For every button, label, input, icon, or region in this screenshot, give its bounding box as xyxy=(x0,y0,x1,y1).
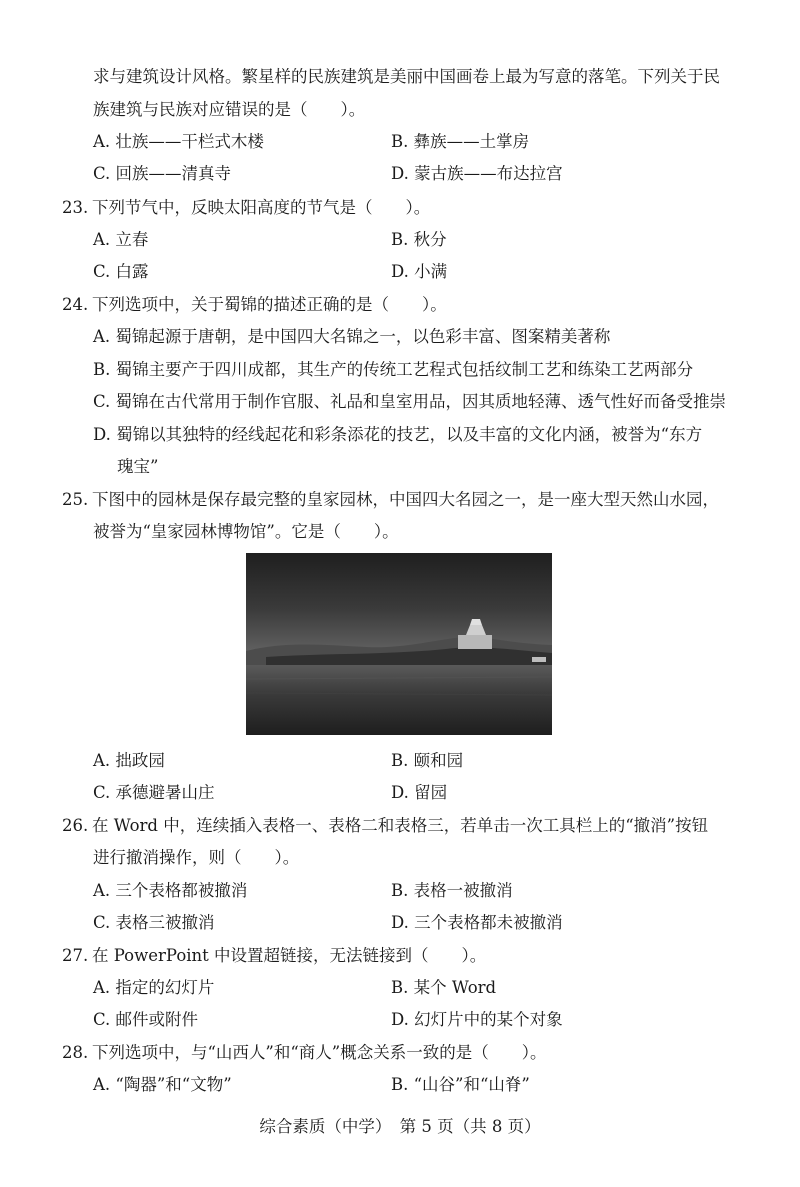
q23-option-a: A. 立春 xyxy=(93,230,149,249)
q27-option-a: A. 指定的幻灯片 xyxy=(93,978,215,997)
q26-stem-text: 在 Word 中，连续插入表格一、表格二和表格三，若单击一次工具栏上的“撤消”按钮 xyxy=(92,816,709,835)
q24-option-d-line1: D. 蜀锦以其独特的经线起花和彩条添花的技艺，以及丰富的文化内涵，被誉为“东方 xyxy=(93,425,703,444)
q27-stem-text: 在 PowerPoint 中设置超链接，无法链接到（ ）。 xyxy=(92,946,487,965)
q22-option-a: A. 壮族——干栏式木楼 xyxy=(93,132,264,151)
q26-stem-line1 xyxy=(62,815,708,837)
q23-option-c: C. 白露 xyxy=(93,262,149,281)
q24-option-d-line2: 瑰宝” xyxy=(117,457,159,476)
q28-option-a: A. “陶器”和“文物” xyxy=(93,1075,232,1094)
q25-option-c: C. 承德避暑山庄 xyxy=(93,783,215,802)
q27-option-d: D. 幻灯片中的某个对象 xyxy=(391,1010,563,1029)
q26-option-d: D. 三个表格都未被撤消 xyxy=(391,913,563,932)
q22-stem-line1: 求与建筑设计风格。繁星样的民族建筑是美丽中国画卷上最为写意的落笔。下列关于民 xyxy=(93,67,720,86)
q22-option-b: B. 彝族——土掌房 xyxy=(391,132,530,151)
q24-option-b: B. 蜀锦主要产于四川成都，其生产的传统工艺程式包括纹制工艺和练染工艺两部分 xyxy=(93,360,694,379)
q26-number: 26. xyxy=(62,816,89,835)
q25-stem-text: 下图中的园林是保存最完整的皇家园林，中国四大名园之一，是一座大型天然山水园， xyxy=(92,490,719,509)
q25-option-b: B. 颐和园 xyxy=(391,751,464,770)
q22-option-c: C. 回族——清真寺 xyxy=(93,164,232,183)
q26-option-b: B. 表格一被撤消 xyxy=(391,881,513,900)
q23-stem xyxy=(62,197,430,219)
q27-number: 27. xyxy=(62,946,89,965)
q26-stem-line2: 进行撤消操作，则（ ）。 xyxy=(93,848,300,867)
q27-option-b: B. 某个 Word xyxy=(391,978,497,997)
q28-option-b: B. “山谷”和“山脊” xyxy=(391,1075,530,1094)
q28-stem-text: 下列选项中，与“山西人”和“商人”概念关系一致的是（ ）。 xyxy=(92,1043,547,1062)
q23-option-d: D. 小满 xyxy=(391,262,448,281)
q24-option-c: C. 蜀锦在古代常用于制作官服、礼品和皇室用品，因其质地轻薄、透气性好而备受推崇 xyxy=(93,392,727,411)
q25-option-a: A. 拙政园 xyxy=(93,751,165,770)
q25-option-d: D. 留园 xyxy=(391,783,448,802)
q23-option-b: B. 秋分 xyxy=(391,230,447,249)
q24-stem-text: 下列选项中，关于蜀锦的描述正确的是（ ）。 xyxy=(92,295,447,314)
q28-stem xyxy=(62,1042,547,1064)
summer-palace-photo-graphic xyxy=(246,553,552,735)
page-footer: 综合素质（中学） 第 5 页（共 8 页） xyxy=(259,1117,541,1136)
q26-option-c: C. 表格三被撤消 xyxy=(93,913,215,932)
summer-palace-photo xyxy=(246,553,552,735)
q24-option-a: A. 蜀锦起源于唐朝，是中国四大名锦之一，以色彩丰富、图案精美著称 xyxy=(93,327,611,346)
q27-option-c: C. 邮件或附件 xyxy=(93,1010,199,1029)
q23-number: 23. xyxy=(62,198,89,217)
q23-stem-text: 下列节气中，反映太阳高度的节气是（ ）。 xyxy=(92,198,431,217)
q24-stem xyxy=(62,294,447,316)
q25-number: 25. xyxy=(62,490,89,509)
q27-stem xyxy=(62,945,486,967)
q25-stem-line2: 被誉为“皇家园林博物馆”。它是（ ）。 xyxy=(93,522,399,541)
q25-stem-line1 xyxy=(62,489,719,511)
q22-stem-line2: 族建筑与民族对应错误的是（ ）。 xyxy=(93,100,366,119)
q28-number: 28. xyxy=(62,1043,89,1062)
q24-number: 24. xyxy=(62,295,89,314)
q22-option-d: D. 蒙古族——布达拉宫 xyxy=(391,164,563,183)
q26-option-a: A. 三个表格都被撤消 xyxy=(93,881,248,900)
